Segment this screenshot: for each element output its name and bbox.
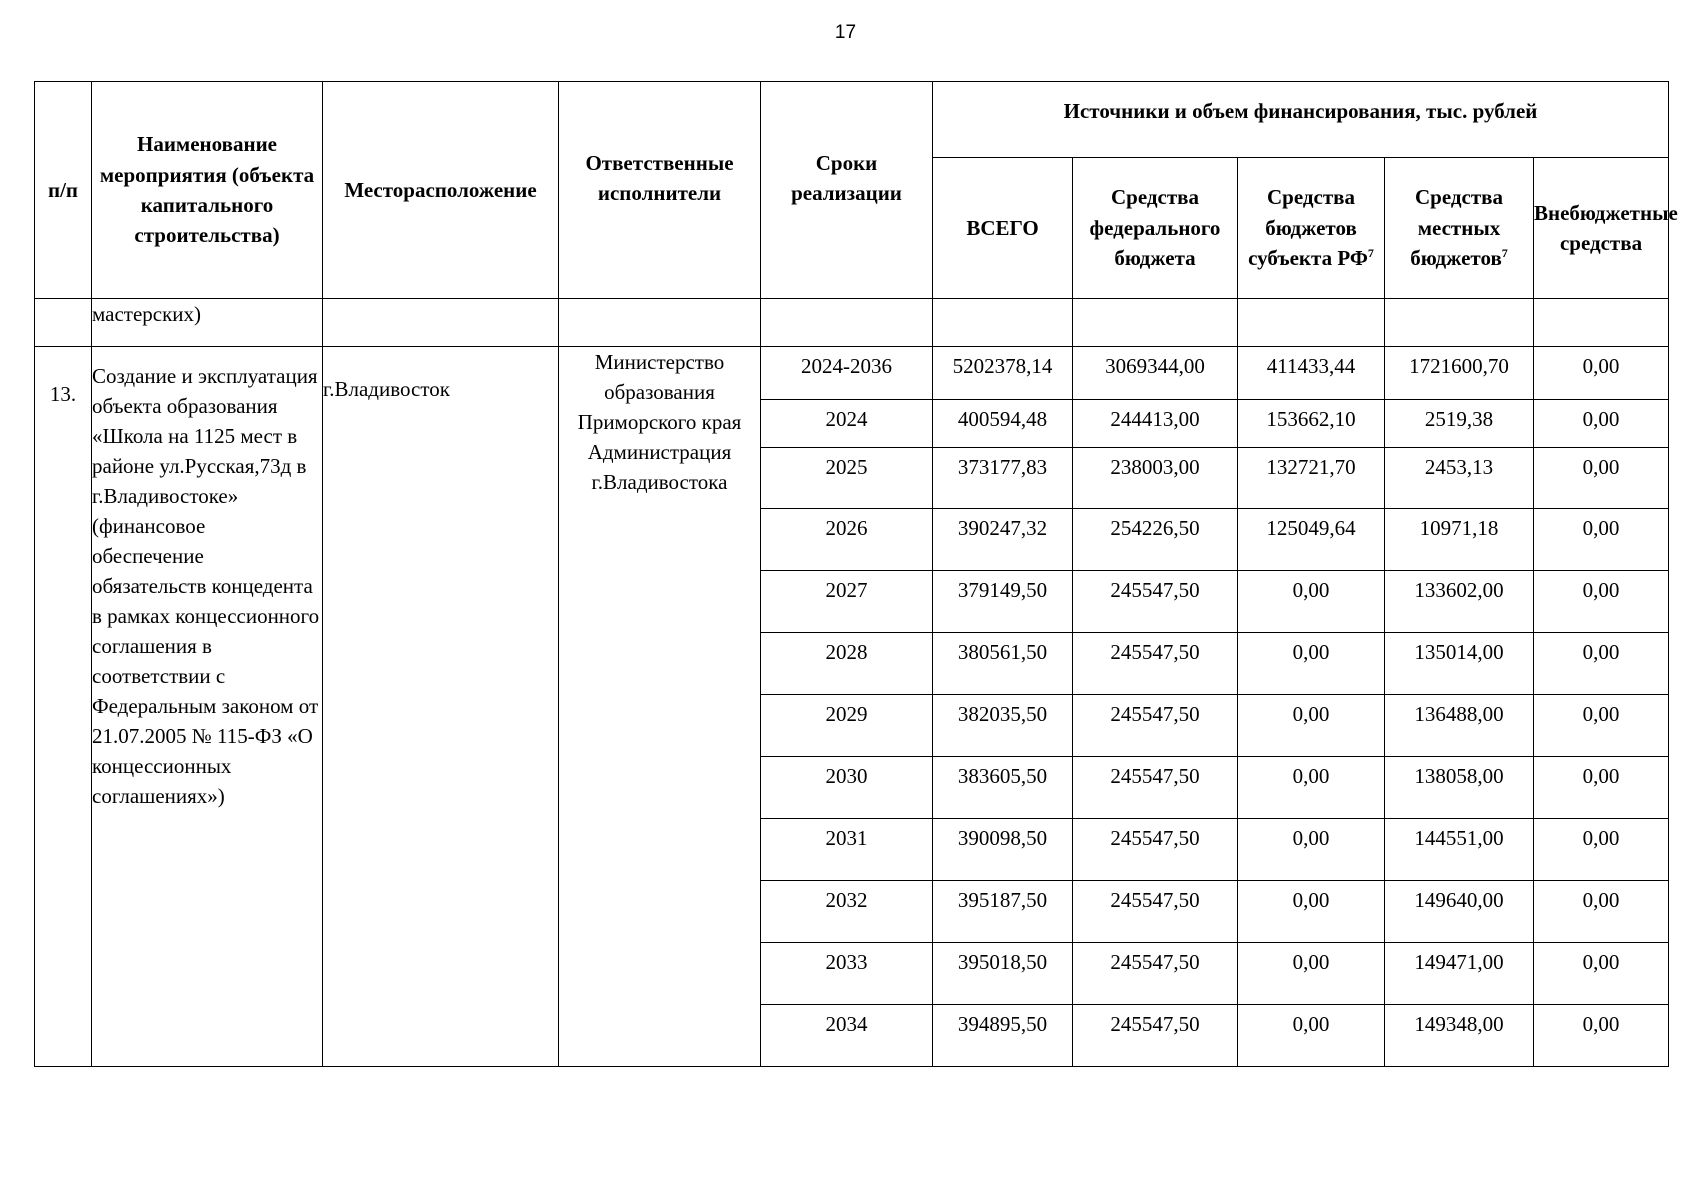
header-local-label: Средства местных бюджетов [1410, 185, 1503, 271]
period-cell: 2024 [761, 400, 933, 448]
federal-cell: 245547,50 [1073, 695, 1238, 757]
local-cell: 2453,13 [1385, 448, 1534, 509]
period-cell: 2024-2036 [761, 347, 933, 400]
extra-cell: 0,00 [1534, 509, 1669, 571]
total-cell: 379149,50 [933, 571, 1073, 633]
total-cell: 395187,50 [933, 881, 1073, 943]
federal-cell: 245547,50 [1073, 571, 1238, 633]
header-local-footnote: 7 [1501, 246, 1508, 261]
header-responsible: Ответственные исполнители [559, 82, 761, 299]
page-number: 17 [834, 22, 857, 43]
header-local [1385, 158, 1534, 299]
financing-table [34, 81, 1678, 1067]
item-location: г.Владивосток [323, 347, 559, 1067]
subject-cell: 0,00 [1238, 695, 1385, 757]
federal-cell: 245547,50 [1073, 819, 1238, 881]
carryover-number-cell [35, 299, 92, 347]
extra-cell: 0,00 [1534, 448, 1669, 509]
period-cell: 2030 [761, 757, 933, 819]
total-cell: 390098,50 [933, 819, 1073, 881]
carryover-text: мастерских) [92, 299, 323, 347]
period-cell: 2031 [761, 819, 933, 881]
local-cell: 135014,00 [1385, 633, 1534, 695]
subject-cell: 125049,64 [1238, 509, 1385, 571]
carryover-empty-cell [761, 299, 933, 347]
extra-cell: 0,00 [1534, 1005, 1669, 1067]
total-cell: 383605,50 [933, 757, 1073, 819]
extra-cell: 0,00 [1534, 757, 1669, 819]
federal-cell: 245547,50 [1073, 881, 1238, 943]
total-cell: 400594,48 [933, 400, 1073, 448]
period-cell: 2026 [761, 509, 933, 571]
period-cell: 2032 [761, 881, 933, 943]
federal-cell: 245547,50 [1073, 943, 1238, 1005]
item-name: Создание и эксплуатация объекта образования «Школа на 1125 мест в районе ул.Русская,73д в г.Владивостоке» (финансовое обеспечение обязательств концедента в рамках концессионного соглашения в соответствии с Федеральным законом от 21.07.2005 № 115-ФЗ «О концессионных соглашениях») [92, 347, 323, 1067]
table-row [35, 347, 1669, 400]
local-cell: 144551,00 [1385, 819, 1534, 881]
subject-cell: 132721,70 [1238, 448, 1385, 509]
period-cell: 2033 [761, 943, 933, 1005]
period-cell: 2034 [761, 1005, 933, 1067]
local-cell: 149348,00 [1385, 1005, 1534, 1067]
federal-cell: 245547,50 [1073, 1005, 1238, 1067]
header-federal: Средства федерального бюджета [1073, 158, 1238, 299]
period-cell: 2027 [761, 571, 933, 633]
header-sources: Источники и объем финансирования, тыс. рублей [933, 82, 1669, 158]
extra-cell: 0,00 [1534, 943, 1669, 1005]
header-number: п/п [35, 82, 92, 299]
total-cell: 390247,32 [933, 509, 1073, 571]
extra-cell: 0,00 [1534, 819, 1669, 881]
header-period: Сроки реализации [761, 82, 933, 299]
total-cell: 373177,83 [933, 448, 1073, 509]
extra-cell: 0,00 [1534, 571, 1669, 633]
period-cell: 2029 [761, 695, 933, 757]
extra-cell: 0,00 [1534, 400, 1669, 448]
local-cell: 10971,18 [1385, 509, 1534, 571]
carryover-empty-cell [1238, 299, 1385, 347]
total-cell: 382035,50 [933, 695, 1073, 757]
extra-cell: 0,00 [1534, 695, 1669, 757]
header-total: ВСЕГО [933, 158, 1073, 299]
total-cell: 5202378,14 [933, 347, 1073, 400]
local-cell: 136488,00 [1385, 695, 1534, 757]
header-extra: Внебюджетные средства [1534, 158, 1669, 299]
federal-cell: 3069344,00 [1073, 347, 1238, 400]
federal-cell: 238003,00 [1073, 448, 1238, 509]
header-subject-label: Средства бюджетов субъекта РФ [1248, 185, 1368, 271]
carryover-empty-cell [933, 299, 1073, 347]
item-number: 13. [35, 347, 92, 1067]
carryover-empty-cell [1534, 299, 1669, 347]
extra-cell: 0,00 [1534, 881, 1669, 943]
carryover-empty-cell [323, 299, 559, 347]
total-cell: 380561,50 [933, 633, 1073, 695]
subject-cell: 0,00 [1238, 881, 1385, 943]
subject-cell: 153662,10 [1238, 400, 1385, 448]
federal-cell: 254226,50 [1073, 509, 1238, 571]
carryover-empty-cell [1385, 299, 1534, 347]
table-header [35, 82, 1678, 299]
period-cell: 2025 [761, 448, 933, 509]
subject-cell: 0,00 [1238, 571, 1385, 633]
local-cell: 2519,38 [1385, 400, 1534, 448]
carryover-row [35, 299, 1669, 347]
extra-cell: 0,00 [1534, 633, 1669, 695]
subject-cell: 0,00 [1238, 819, 1385, 881]
period-cell: 2028 [761, 633, 933, 695]
header-location: Месторасположение [323, 82, 559, 299]
header-subject-footnote: 7 [1367, 246, 1374, 261]
carryover-empty-cell [1073, 299, 1238, 347]
subject-cell: 0,00 [1238, 633, 1385, 695]
subject-cell: 0,00 [1238, 757, 1385, 819]
subject-cell: 411433,44 [1238, 347, 1385, 400]
header-name: Наименование мероприятия (объекта капитального строительства) [92, 82, 323, 299]
subject-cell: 0,00 [1238, 943, 1385, 1005]
local-cell: 149640,00 [1385, 881, 1534, 943]
item-responsible: Министерство образования Приморского края Администрация г.Владивостока [559, 347, 761, 1067]
subject-cell: 0,00 [1238, 1005, 1385, 1067]
total-cell: 394895,50 [933, 1005, 1073, 1067]
federal-cell: 245547,50 [1073, 757, 1238, 819]
local-cell: 1721600,70 [1385, 347, 1534, 400]
federal-cell: 245547,50 [1073, 633, 1238, 695]
total-cell: 395018,50 [933, 943, 1073, 1005]
local-cell: 133602,00 [1385, 571, 1534, 633]
federal-cell: 244413,00 [1073, 400, 1238, 448]
carryover-empty-cell [559, 299, 761, 347]
extra-cell: 0,00 [1534, 347, 1669, 400]
local-cell: 138058,00 [1385, 757, 1534, 819]
local-cell: 149471,00 [1385, 943, 1534, 1005]
header-subject [1238, 158, 1385, 299]
